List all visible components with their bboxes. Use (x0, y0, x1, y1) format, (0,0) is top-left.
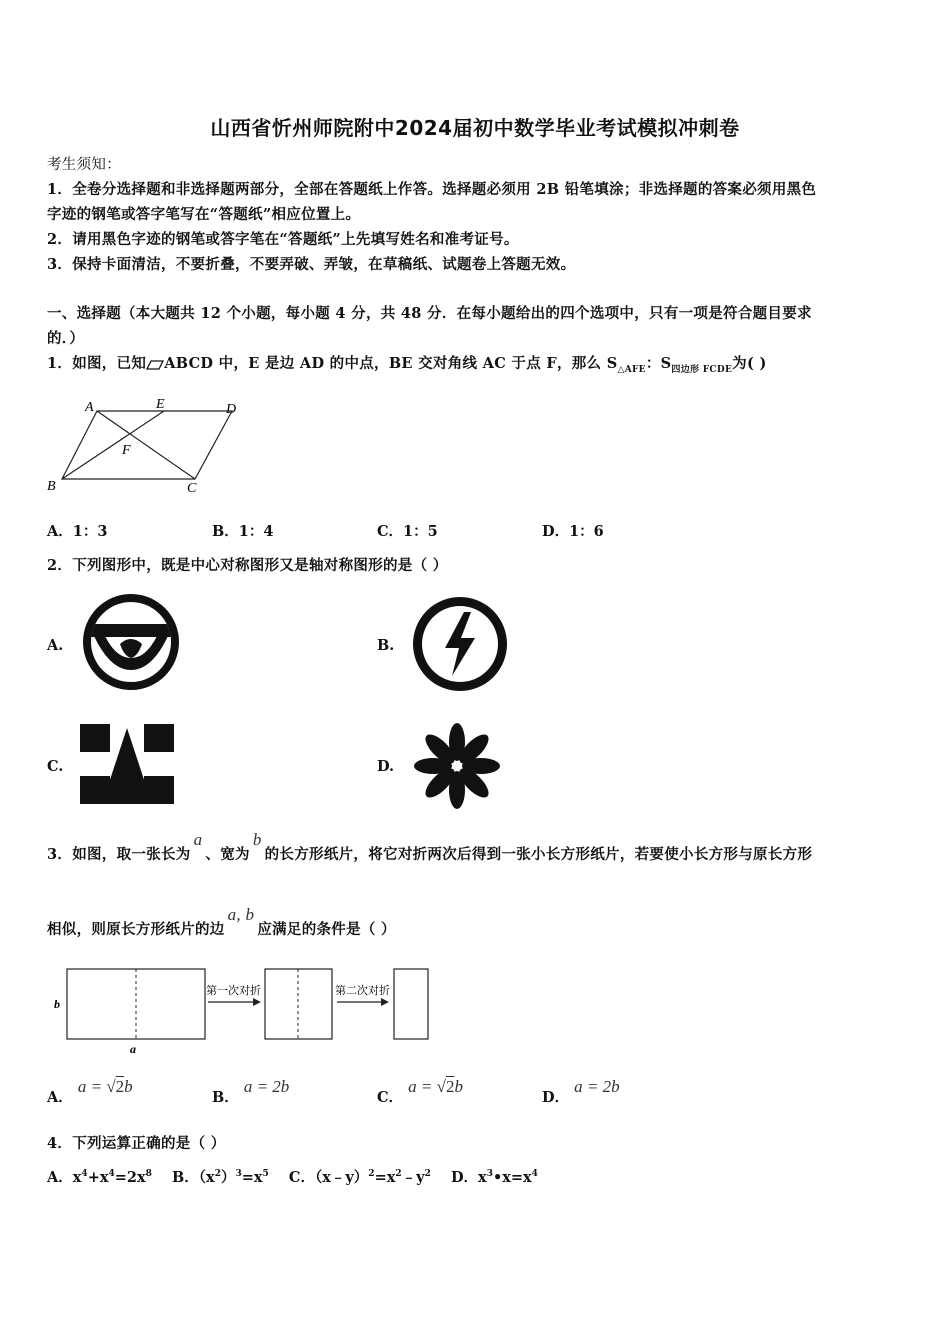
label-D: D (226, 402, 237, 417)
q1-option-a[interactable]: A．1：3 (47, 523, 108, 540)
notice-line-3: 3．保持卡面清洁，不要折叠，不要弄破、弄皱，在草稿纸、试题卷上答题无效。 (47, 256, 576, 273)
q3-option-c[interactable] (377, 1077, 463, 1107)
notice-line-1b: 字迹的钢笔或答字笔写在“答题纸”相应位置上。 (47, 206, 361, 223)
fold2-label: 第二次对折 (335, 985, 390, 997)
petal-flower-icon[interactable] (406, 722, 510, 810)
q4-option-c[interactable]: C．$(x﹣y)^2=x^2﹣y^2$ (288, 1169, 431, 1186)
notice-heading: 考生须知： (47, 157, 121, 173)
q3-option-c-label: C． (377, 1089, 404, 1106)
side-a-label: a (130, 1042, 136, 1056)
q3-option-d-label: D． (542, 1089, 570, 1106)
q3-option-b[interactable] (212, 1077, 290, 1107)
q1-stem-a: 1．如图，已知 (47, 355, 147, 372)
label-F: F (122, 443, 131, 458)
lightning-circle-icon[interactable] (405, 588, 517, 700)
q3-option-a-expr: a = √2b (77, 1077, 133, 1096)
q3-var-ab: a, b (227, 905, 255, 924)
q3-stem-b: 、宽为 (205, 846, 250, 863)
q1-sub-fcde: 四边形 FCDE (671, 364, 733, 375)
q1-option-b[interactable]: B．1：4 (212, 523, 274, 540)
q3-option-b-label: B． (212, 1089, 239, 1106)
q1-stem-d: 为( ) (732, 355, 767, 372)
q3-option-b-expr: a = 2b (243, 1077, 290, 1096)
q3-option-a[interactable] (47, 1077, 133, 1107)
q3-stem-d: 相似，则原长方形纸片的边 (47, 921, 225, 938)
notice-line-1a: 1．全卷分选择题和非选择题两部分，全部在答题纸上作答。选择题必须用 2B 铅笔填涂；非选择题的答案必须用黑色 (47, 181, 817, 198)
q2-option-c-label[interactable]: C. (47, 758, 64, 775)
q3-folding-figure (50, 964, 440, 1056)
q2-option-d-label[interactable]: D. (377, 758, 395, 775)
q4-options-row (47, 1166, 538, 1187)
q1-stem (47, 352, 767, 375)
q1-sub-afe: △AFE (617, 364, 646, 375)
q4-option-b[interactable]: B．$(x^2)^3=x^5$ (172, 1169, 269, 1186)
q1-option-c[interactable]: C．1：5 (377, 523, 438, 540)
q3-var-a: a (193, 830, 203, 849)
q2-option-b-label[interactable]: B. (377, 637, 395, 654)
label-B: B (47, 479, 56, 494)
page-title: 山西省忻州师院附中2024届初中数学毕业考试模拟冲刺卷 (210, 116, 740, 140)
q1-stem-b: ABCD 中，E 是边 AD 的中点，BE 交对角线 AC 于点 F，那么 S (164, 355, 618, 372)
q1-option-d[interactable]: D．1：6 (542, 523, 604, 540)
q3-option-d-expr: a = 2b (574, 1077, 620, 1096)
q1-parallelogram-figure (40, 392, 250, 497)
q4-option-a[interactable]: A．$x^4+x^4=2x^8$ (47, 1169, 152, 1186)
q2-stem: 2．下列图形中，既是中心对称图形又是轴对称图形的是（ ） (47, 557, 448, 574)
q2-option-a-label[interactable]: A. (47, 637, 64, 654)
q4-stem: 4．下列运算正确的是（ ） (47, 1135, 226, 1152)
fold1-label: 第一次对折 (206, 985, 261, 997)
q4-option-d[interactable]: D．$x^3•x=x^4$ (450, 1169, 538, 1186)
checker-triangle-icon[interactable] (78, 722, 176, 806)
label-A: A (85, 400, 94, 415)
q3-stem-e: 应满足的条件是（ ） (257, 921, 396, 938)
q3-option-a-label: A． (47, 1089, 73, 1106)
q1-stem-c: ：S (645, 355, 672, 372)
section-heading: 一、选择题（本大题共 12 个小题，每小题 4 分，共 48 分．在每小题给出的四个选项中，只有一项是符合题目要求 (47, 305, 812, 322)
label-E: E (156, 397, 165, 412)
notice-line-2: 2．请用黑色字迹的钢笔或答字笔在“答题纸”上先填写姓名和准考证号。 (47, 231, 519, 248)
q3-option-c-expr: a = √2b (408, 1077, 463, 1096)
section-heading-cont: 的．） (47, 330, 85, 347)
q3-stem-a: 3．如图，取一张长为 (47, 846, 191, 863)
q3-stem-line2 (47, 905, 396, 939)
q3-var-b: b (252, 830, 262, 849)
q3-stem-c: 的长方形纸片，将它对折两次后得到一张小长方形纸片，若要使小长方形与原长方形 (264, 846, 813, 863)
q3-option-d[interactable] (542, 1077, 620, 1107)
label-C: C (187, 481, 197, 496)
parallelogram-icon (146, 357, 164, 367)
q3-stem-line1 (47, 830, 813, 864)
emblem-icon[interactable] (76, 586, 188, 698)
side-b-label: b (54, 997, 60, 1011)
